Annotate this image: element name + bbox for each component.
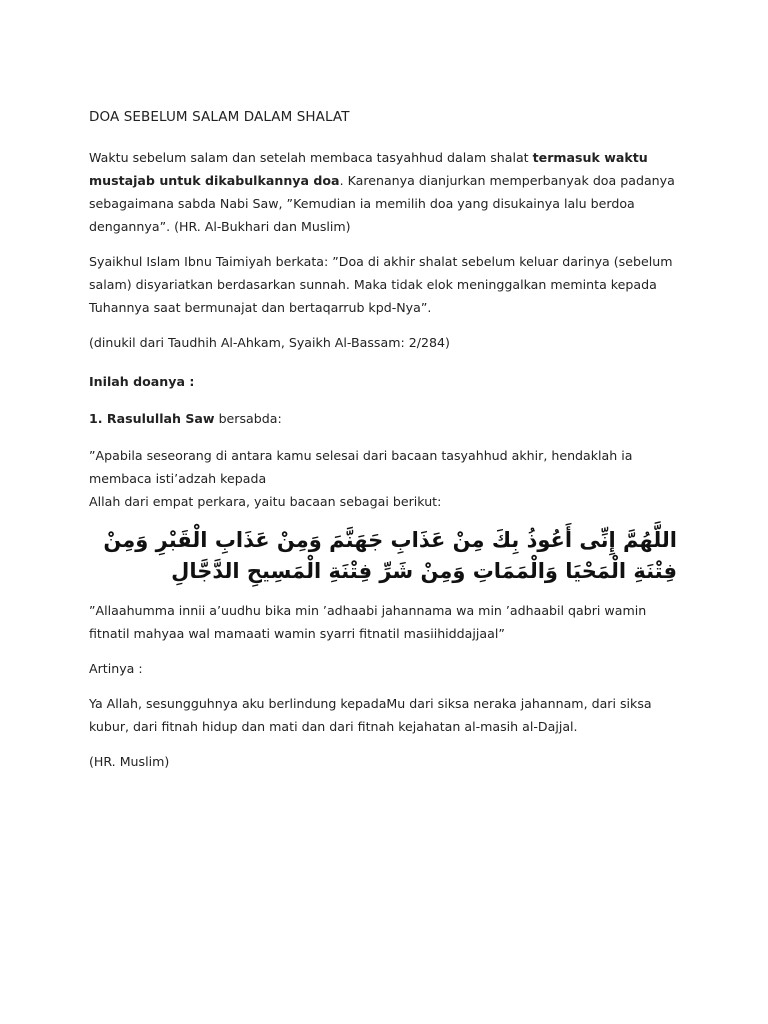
document-title: DOA SEBELUM SALAM DALAM SHALAT (89, 109, 350, 125)
ibnu-taimiyah-paragraph: Syaikhul Islam Ibnu Taimiyah berkata: ”Doa di akhir shalat sebelum keluar darinya (sebelum salam) disyariatkan berdasarkan sunnah. Maka tidak elok meninggalkan meminta kepada Tuhannya saat bermunajat dan bertaqarrub kpd-Nya”. (89, 254, 673, 315)
doa-heading-text: Inilah doanya : (89, 374, 195, 389)
intro-bold-phrase: termasuk waktu mustajab untuk dikabulkannya doa (89, 150, 648, 188)
source-note: (dinukil dari Taudhih Al-Ahkam, Syaikh Al-Bassam: 2/284) (89, 335, 450, 350)
hadith-reference: (HR. Muslim) (89, 754, 170, 769)
translation: Ya Allah, sesungguhnya aku berlindung kepadaMu dari siksa neraka jahannam, dari siksa kubur, dari fitnah hidup dan mati dan dari fitnah kejahatan al-masih al-Dajjal. (89, 696, 652, 734)
point-one-bold: 1. Rasulullah Saw (89, 411, 215, 426)
intro-paragraph (89, 146, 679, 238)
quote-line-1: ”Apabila seseorang di antara kamu selesai dari bacaan tasyahhud akhir, hendaklah ia membaca isti’adzah kepada (89, 448, 633, 486)
doa-heading (89, 370, 679, 393)
point-one-rest: bersabda: (214, 411, 282, 426)
point-one (89, 407, 679, 430)
intro-text-start: Waktu sebelum salam dan setelah membaca tasyahhud dalam shalat (89, 150, 533, 165)
intro-text-end: . Karenanya dianjurkan memperbanyak doa padanya sebagaimana sabda Nabi Saw, ”Kemudian ia memilih doa yang disukainya lalu berdoa dengannya”. (HR. Al-Bukhari dan Muslim) (89, 173, 675, 234)
artinya-label: Artinya : (89, 661, 143, 676)
arabic-doa: اللَّهُمَّ إِنِّى أَعُوذُ بِكَ مِنْ عَذَابِ جَهَنَّمَ وَمِنْ عَذَابِ الْقَبْرِ وَمِنْ فِتْنَةِ الْمَحْيَا وَالْمَمَاتِ وَمِنْ شَرِّ فِتْنَةِ الْمَسِيحِ الدَّجَّالِ (103, 528, 677, 583)
transliteration: ”Allaahumma innii a’uudhu bika min ’adhaabi jahannama wa min ’adhaabil qabri wamin fitnatil mahyaa wal mamaati wamin syarri fitnatil masiihiddajjaal” (89, 603, 647, 641)
quote-line-2: Allah dari empat perkara, yaitu bacaan sebagai berikut: (89, 494, 442, 509)
document-page (89, 108, 679, 785)
hadith-quote (89, 444, 679, 513)
